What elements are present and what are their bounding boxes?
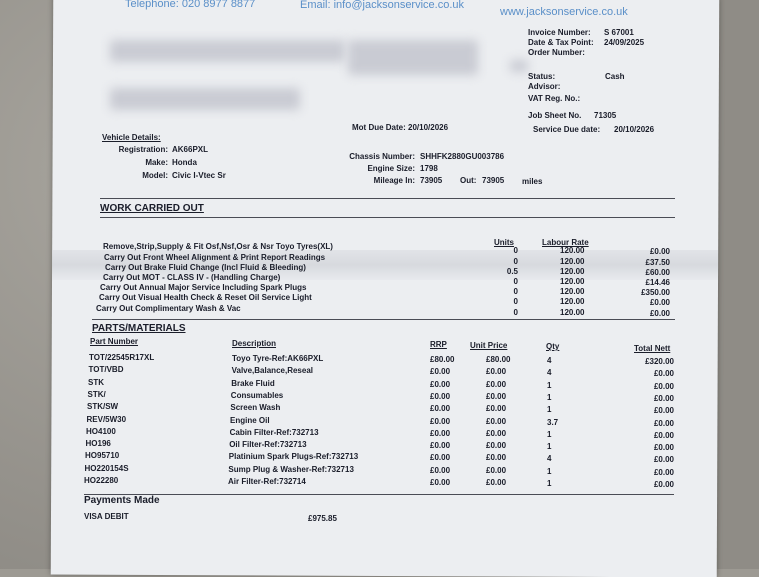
registration-value: AK66PXL	[172, 145, 209, 154]
parts-row-part-number: HO220154S	[84, 463, 129, 473]
vehicle-details-title: Vehicle Details:	[102, 133, 161, 142]
work-row-description: Carry Out MOT - CLASS IV - (Handling Charge)	[103, 273, 281, 282]
parts-row-part-number: TOT/VBD	[88, 365, 124, 375]
model-label: Model:	[142, 171, 168, 180]
payment-method: VISA DEBIT	[84, 512, 129, 521]
work-row-units: 0.5	[506, 267, 518, 276]
work-row-labour-rate: 120.00	[560, 287, 585, 296]
parts-row-description: Platinium Spark Plugs-Ref:732713	[228, 452, 359, 462]
parts-col-qty: Qty	[546, 342, 560, 351]
invoice-meta-label: Order Number:	[528, 48, 585, 57]
work-row-labour-rate: 120.00	[560, 277, 585, 286]
payments-title: Payments Made	[84, 495, 160, 506]
work-row-total: £60.00	[645, 268, 670, 277]
parts-row-rrp: £0.00	[430, 428, 451, 438]
email-text: Email: info@jacksonservice.co.uk	[300, 0, 465, 11]
work-row-units: 0	[513, 287, 518, 296]
parts-row-rrp: £0.00	[430, 441, 451, 451]
parts-row-total-nett: £0.00	[653, 369, 674, 379]
work-row-description: Carry Out Brake Fluid Change (Incl Fluid & Bleeding)	[105, 263, 306, 272]
invoice-meta-label: Advisor:	[528, 82, 561, 91]
work-row-labour-rate: 120.00	[560, 267, 585, 276]
parts-row-qty: 4	[547, 454, 552, 464]
parts-row-qty: 1	[547, 380, 552, 390]
parts-row-qty: 1	[547, 442, 552, 452]
parts-row-unit-price: £0.00	[486, 478, 507, 487]
parts-row-total-nett: £0.00	[653, 381, 674, 391]
make-label: Make:	[145, 158, 168, 167]
miles-unit: miles	[522, 177, 543, 186]
work-row-units: 0	[513, 257, 518, 266]
work-row-description: Carry Out Visual Health Check & Reset Oil Service Light	[99, 293, 312, 302]
invoice-meta-value: 71305	[594, 111, 617, 120]
parts-row-description: Brake Fluid	[231, 378, 275, 388]
divider	[100, 198, 675, 199]
parts-row-rrp: £0.00	[430, 367, 451, 377]
parts-row-description: Valve,Balance,Reseal	[231, 366, 313, 376]
work-row-description: Carry Out Front Wheel Alignment & Print Report Readings	[104, 253, 326, 262]
work-row-units: 0	[513, 246, 518, 255]
parts-row-unit-price: £0.00	[486, 379, 507, 389]
chassis-value: SHHFK2880GU003786	[420, 152, 505, 161]
make-value: Honda	[172, 158, 197, 167]
parts-row-part-number: HO22280	[84, 476, 119, 485]
parts-row-total-nett: £320.00	[645, 357, 674, 366]
invoice-meta-label: Job Sheet No.	[528, 111, 582, 120]
work-row-total: £0.00	[649, 309, 670, 318]
parts-row-unit-price: £0.00	[486, 453, 507, 463]
work-row-total: £350.00	[641, 288, 670, 297]
registration-label: Registration:	[118, 145, 168, 154]
divider	[84, 494, 674, 495]
parts-row-unit-price: £0.00	[486, 367, 507, 377]
invoice-meta-value: S 67001	[604, 28, 634, 37]
work-row-total: £0.00	[649, 247, 670, 256]
parts-row-qty: 1	[547, 392, 552, 402]
work-row-description: Carry Out Annual Major Service Including Spark Plugs	[100, 283, 307, 292]
work-row-labour-rate: 120.00	[560, 257, 585, 266]
parts-row-description: Engine Oil	[230, 415, 270, 425]
work-row-total: £0.00	[649, 298, 670, 307]
work-row-description: Remove,Strip,Supply & Fit Osf,Nsf,Osr & Nsr Toyo Tyres(XL)	[103, 242, 333, 251]
invoice-meta-label: Date & Tax Point:	[528, 38, 594, 47]
invoice-meta-label: VAT Reg. No.:	[528, 94, 581, 103]
parts-row-qty: 4	[547, 368, 552, 378]
parts-row-qty: 1	[547, 479, 552, 488]
parts-row-part-number: TOT/22545R17XL	[89, 353, 155, 362]
parts-row-unit-price: £80.00	[486, 355, 511, 364]
telephone-text: Telephone: 020 8977 8877	[125, 0, 256, 10]
parts-row-total-nett: £0.00	[653, 430, 674, 440]
parts-section-title: PARTS/MATERIALS	[92, 323, 186, 334]
work-row-labour-rate: 120.00	[560, 308, 585, 317]
mileage-out-value: 73905	[482, 176, 505, 185]
parts-row-unit-price: £0.00	[486, 441, 507, 451]
redacted-block	[110, 88, 300, 110]
parts-row-rrp: £0.00	[430, 453, 451, 463]
mileage-out-label: Out:	[460, 176, 477, 185]
invoice-meta-label: Invoice Number:	[528, 28, 591, 37]
work-section-title: WORK CARRIED OUT	[100, 203, 204, 214]
work-row-units: 0	[513, 277, 518, 286]
parts-row-rrp: £0.00	[430, 391, 451, 401]
mot-due-date: Mot Due Date: 20/10/2026	[352, 123, 449, 132]
parts-row-rrp: £0.00	[430, 478, 451, 487]
work-row-units: 0	[513, 308, 518, 317]
work-col-labour-rate: Labour Rate	[542, 238, 589, 247]
work-row-labour-rate: 120.00	[560, 297, 585, 306]
work-row-units: 0	[513, 297, 518, 306]
parts-row-unit-price: £0.00	[486, 416, 507, 426]
parts-row-description: Oil Filter-Ref:732713	[229, 440, 307, 450]
redacted-block	[348, 40, 478, 75]
parts-row-total-nett: £0.00	[653, 455, 674, 465]
parts-row-part-number: STK	[88, 377, 104, 387]
parts-row-rrp: £0.00	[430, 465, 451, 475]
invoice-meta-label: Status:	[528, 72, 556, 81]
parts-row-description: Sump Plug & Washer-Ref:732713	[228, 464, 354, 474]
parts-row-total-nett: £0.00	[653, 443, 674, 453]
parts-row-total-nett: £0.00	[653, 418, 674, 428]
redacted-block	[110, 40, 345, 62]
parts-row-part-number: HO95710	[85, 451, 120, 461]
parts-row-description: Air Filter-Ref:732714	[228, 477, 306, 486]
parts-row-part-number: REV/5W30	[86, 414, 127, 424]
parts-row-part-number: STK/SW	[87, 402, 119, 412]
work-row-description: Carry Out Complimentary Wash & Vac	[96, 304, 241, 313]
parts-row-description: Screen Wash	[230, 403, 281, 413]
parts-row-qty: 1	[547, 429, 552, 439]
parts-col-total-nett: Total Nett	[634, 344, 671, 353]
work-row-total: £37.50	[645, 258, 670, 267]
parts-row-qty: 4	[547, 356, 552, 365]
invoice-meta-value: Cash	[605, 72, 625, 81]
parts-row-total-nett: £0.00	[653, 467, 674, 477]
parts-row-rrp: £0.00	[430, 404, 451, 414]
engine-value: 1798	[420, 164, 438, 173]
parts-row-unit-price: £0.00	[486, 428, 507, 438]
work-row-total: £14.46	[645, 278, 670, 287]
parts-row-total-nett: £0.00	[653, 480, 674, 489]
chassis-label: Chassis Number:	[349, 152, 415, 161]
parts-row-description: Toyo Tyre-Ref:AK66PXL	[232, 354, 324, 363]
parts-row-qty: 1	[547, 405, 552, 415]
parts-row-rrp: £0.00	[430, 416, 451, 426]
parts-col-unit-price: Unit Price	[470, 341, 508, 350]
parts-row-description: Cabin Filter-Ref:732713	[229, 427, 319, 437]
invoice-meta-label: Service Due date:	[533, 125, 601, 134]
parts-row-unit-price: £0.00	[486, 391, 507, 401]
parts-col-part-number: Part Number	[90, 337, 139, 346]
payment-amount: £975.85	[308, 514, 337, 523]
redacted-block	[510, 60, 528, 72]
parts-row-unit-price: £0.00	[486, 404, 507, 414]
parts-row-part-number: HO4100	[86, 426, 116, 436]
parts-row-unit-price: £0.00	[486, 465, 507, 475]
divider	[100, 217, 675, 218]
work-row-labour-rate: 120.00	[560, 246, 585, 255]
engine-label: Engine Size:	[367, 164, 415, 173]
invoice-meta-value: 24/09/2025	[604, 38, 645, 47]
parts-col-rrp: RRP	[430, 340, 447, 349]
parts-row-qty: 1	[547, 466, 552, 476]
parts-row-rrp: £80.00	[430, 355, 455, 364]
parts-row-total-nett: £0.00	[653, 406, 674, 416]
parts-row-qty: 3.7	[547, 417, 559, 427]
parts-col-description: Description	[232, 339, 277, 348]
parts-row-part-number: HO196	[85, 439, 111, 449]
website-text: www.jacksonservice.co.uk	[500, 6, 628, 18]
mileage-in-label: Mileage In:	[373, 176, 415, 185]
model-value: Civic I-Vtec Sr	[172, 171, 226, 180]
parts-row-total-nett: £0.00	[653, 393, 674, 403]
parts-row-description: Consumables	[230, 390, 284, 400]
work-col-units: Units	[494, 238, 514, 247]
mileage-in-value: 73905	[420, 176, 443, 185]
divider	[92, 319, 675, 320]
parts-row-rrp: £0.00	[430, 379, 451, 389]
parts-row-part-number: STK/	[87, 389, 106, 399]
invoice-meta-value: 20/10/2026	[614, 125, 655, 134]
